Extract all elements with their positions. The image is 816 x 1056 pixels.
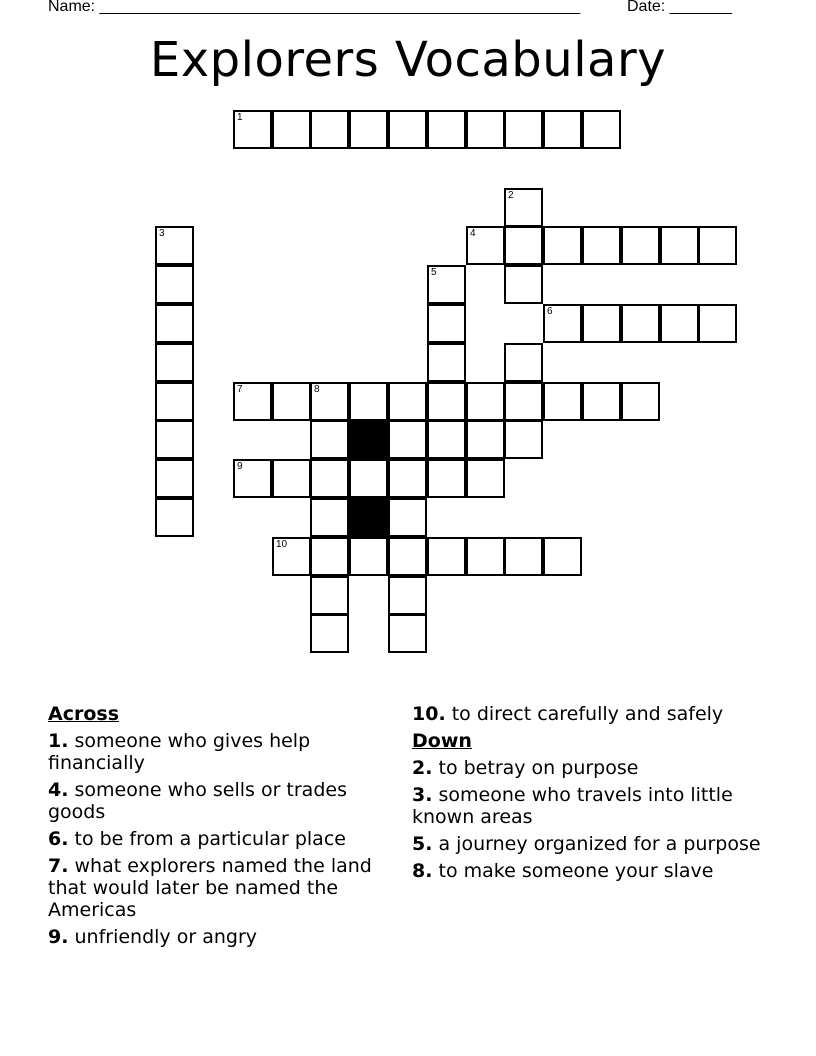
crossword-cell[interactable] xyxy=(310,382,349,421)
crossword-cell[interactable] xyxy=(543,382,582,421)
crossword-cell[interactable] xyxy=(504,537,543,576)
crossword-cell[interactable] xyxy=(155,226,194,265)
clue-text: unfriendly or angry xyxy=(74,926,257,948)
crossword-cell[interactable] xyxy=(698,304,737,343)
crossword-cell[interactable] xyxy=(272,537,311,576)
crossword-cell[interactable] xyxy=(349,110,388,149)
clue-text: what explorers named the land that would later be named the Americas xyxy=(48,855,372,921)
crossword-cell[interactable] xyxy=(660,304,699,343)
clue-number: 2. xyxy=(412,757,433,779)
clue-number-label: 8 xyxy=(314,384,320,395)
crossword-cell[interactable] xyxy=(427,265,466,304)
clue-text: someone who sells or trades goods xyxy=(48,779,347,823)
down-heading: Down xyxy=(412,730,472,752)
crossword-cell[interactable] xyxy=(427,420,466,459)
name-field-label: Name: ______________________________________________________ xyxy=(48,0,581,15)
crossword-cell[interactable] xyxy=(310,110,349,149)
crossword-cell[interactable] xyxy=(543,537,582,576)
clue-across-4 xyxy=(48,779,388,823)
clue-across-10 xyxy=(412,703,772,725)
clue-number-label: 3 xyxy=(159,228,165,239)
blocked-cell xyxy=(349,498,388,537)
clue-text: to make someone your slave xyxy=(438,860,714,882)
crossword-cell[interactable] xyxy=(155,265,194,304)
clue-down-2 xyxy=(412,757,772,779)
crossword-cell[interactable] xyxy=(466,459,505,498)
crossword-cell[interactable] xyxy=(621,382,660,421)
crossword-cell[interactable] xyxy=(155,420,194,459)
crossword-cell[interactable] xyxy=(155,459,194,498)
clue-down-5 xyxy=(412,833,772,855)
crossword-cell[interactable] xyxy=(155,343,194,382)
crossword-cell[interactable] xyxy=(310,420,349,459)
crossword-cell[interactable] xyxy=(388,537,427,576)
crossword-cell[interactable] xyxy=(349,537,388,576)
crossword-cell[interactable] xyxy=(504,420,543,459)
clue-number-label: 10 xyxy=(276,539,288,550)
crossword-cell[interactable] xyxy=(582,226,621,265)
crossword-cell[interactable] xyxy=(504,226,543,265)
clue-number: 7. xyxy=(48,855,69,877)
crossword-cell[interactable] xyxy=(272,459,311,498)
crossword-cell[interactable] xyxy=(310,498,349,537)
crossword-cell[interactable] xyxy=(427,304,466,343)
crossword-cell[interactable] xyxy=(466,110,505,149)
clue-across-6 xyxy=(48,828,388,850)
clue-number-label: 6 xyxy=(547,306,553,317)
crossword-cell[interactable] xyxy=(155,498,194,537)
clue-number-label: 7 xyxy=(237,384,243,395)
crossword-cell[interactable] xyxy=(388,498,427,537)
clue-text: to betray on purpose xyxy=(438,757,639,779)
clue-text: someone who gives help financially xyxy=(48,730,311,774)
crossword-cell[interactable] xyxy=(310,614,349,653)
clue-number-label: 9 xyxy=(237,461,243,472)
crossword-cell[interactable] xyxy=(388,459,427,498)
crossword-cell[interactable] xyxy=(388,420,427,459)
crossword-cell[interactable] xyxy=(621,226,660,265)
right-clue-column xyxy=(412,703,772,887)
crossword-cell[interactable] xyxy=(272,110,311,149)
crossword-cell[interactable] xyxy=(504,343,543,382)
crossword-cell[interactable] xyxy=(504,265,543,304)
clue-number: 10. xyxy=(412,703,446,725)
clue-number: 5. xyxy=(412,833,433,855)
crossword-cell[interactable] xyxy=(582,304,621,343)
crossword-cell[interactable] xyxy=(660,226,699,265)
clue-number-label: 2 xyxy=(508,190,514,201)
crossword-cell[interactable] xyxy=(543,110,582,149)
clue-number: 3. xyxy=(412,784,433,806)
clue-number: 6. xyxy=(48,828,69,850)
clue-across-1 xyxy=(48,730,388,774)
crossword-cell[interactable] xyxy=(310,537,349,576)
clue-across-9 xyxy=(48,926,388,948)
crossword-cell[interactable] xyxy=(427,459,466,498)
crossword-cell[interactable] xyxy=(698,226,737,265)
crossword-cell[interactable] xyxy=(272,382,311,421)
clue-down-3 xyxy=(412,784,772,828)
crossword-cell[interactable] xyxy=(388,110,427,149)
blocked-cell xyxy=(349,420,388,459)
crossword-cell[interactable] xyxy=(466,226,505,265)
clue-number-label: 4 xyxy=(470,228,476,239)
crossword-cell[interactable] xyxy=(427,537,466,576)
across-clues xyxy=(48,703,388,953)
clue-text: a journey organized for a purpose xyxy=(438,833,761,855)
clue-across-7 xyxy=(48,855,388,921)
crossword-cell[interactable] xyxy=(349,459,388,498)
clue-down-8 xyxy=(412,860,772,882)
crossword-cell[interactable] xyxy=(466,420,505,459)
clue-number: 9. xyxy=(48,926,69,948)
crossword-cell[interactable] xyxy=(582,110,621,149)
crossword-cell[interactable] xyxy=(310,459,349,498)
clue-text: someone who travels into little known areas xyxy=(412,784,733,828)
clue-number: 1. xyxy=(48,730,69,752)
crossword-cell[interactable] xyxy=(427,382,466,421)
crossword-cell[interactable] xyxy=(388,614,427,653)
crossword-cell[interactable] xyxy=(233,459,272,498)
crossword-cell[interactable] xyxy=(233,382,272,421)
crossword-cell[interactable] xyxy=(621,304,660,343)
crossword-cell[interactable] xyxy=(349,382,388,421)
crossword-cell[interactable] xyxy=(543,226,582,265)
crossword-cell[interactable] xyxy=(466,382,505,421)
crossword-cell[interactable] xyxy=(310,576,349,615)
across-heading: Across xyxy=(48,703,120,725)
crossword-cell[interactable] xyxy=(466,537,505,576)
crossword-cell[interactable] xyxy=(388,576,427,615)
crossword-cell[interactable] xyxy=(504,382,543,421)
clue-number-label: 1 xyxy=(237,112,243,123)
clue-text: to direct carefully and safely xyxy=(451,703,724,725)
crossword-cell[interactable] xyxy=(543,304,582,343)
crossword-cell[interactable] xyxy=(427,343,466,382)
crossword-cell[interactable] xyxy=(155,304,194,343)
date-field-label: Date: _______ xyxy=(627,0,732,15)
crossword-cell[interactable] xyxy=(504,188,543,227)
crossword-cell[interactable] xyxy=(504,110,543,149)
page-title: Explorers Vocabulary xyxy=(149,32,667,88)
clue-number-label: 5 xyxy=(431,267,437,278)
crossword-cell[interactable] xyxy=(233,110,272,149)
crossword-cell[interactable] xyxy=(388,382,427,421)
crossword-cell[interactable] xyxy=(582,382,621,421)
crossword-cell[interactable] xyxy=(155,382,194,421)
clue-number: 8. xyxy=(412,860,433,882)
crossword-cell[interactable] xyxy=(427,110,466,149)
clue-number: 4. xyxy=(48,779,69,801)
clue-text: to be from a particular place xyxy=(74,828,346,850)
